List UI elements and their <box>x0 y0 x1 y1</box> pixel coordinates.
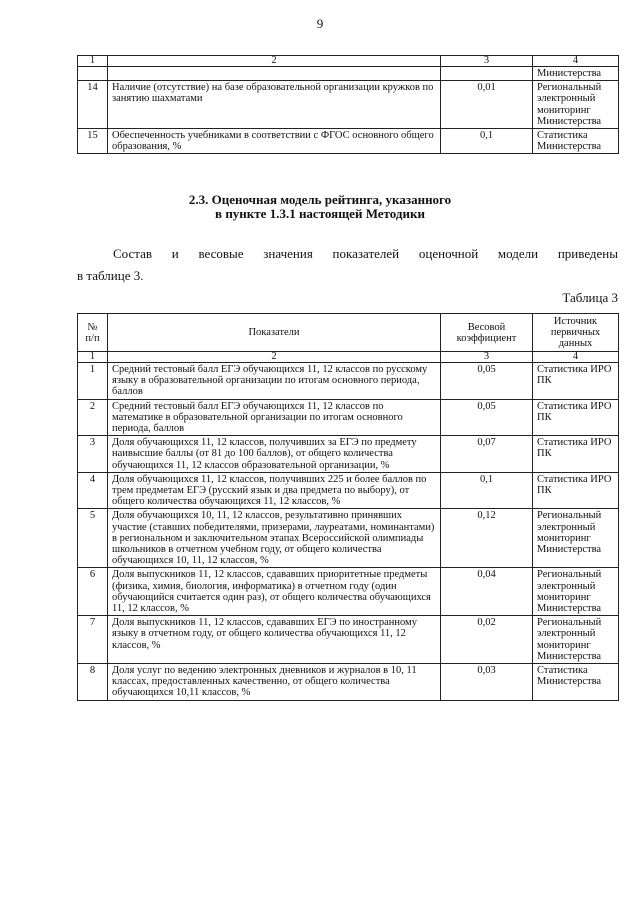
section-heading-line: 2.3. Оценочная модель рейтинга, указанного <box>188 192 452 207</box>
column-number: 3 <box>441 352 533 363</box>
column-number-row <box>78 56 619 67</box>
weight-value: 0,12 <box>441 509 533 568</box>
data-source: Статистика ИРО ПК <box>533 472 619 509</box>
row-number: 8 <box>78 664 108 701</box>
header-indicator: Показатели <box>108 314 441 352</box>
weight-value: 0,01 <box>441 81 533 129</box>
header-num: № п/п <box>78 314 108 352</box>
header-source: Источник первичных данных <box>533 314 619 352</box>
weight-value: 0,05 <box>441 399 533 436</box>
data-source: Статистика ИРО ПК <box>533 363 619 400</box>
indicator-text: Доля выпускников 11, 12 классов, сдававших приоритетные предметы (физика, химия, биология, информатика) в отчетном году (один обучающийся считается один раз), от общего количества обучающихся 11, 12 классов, % <box>108 568 441 616</box>
section-heading <box>0 193 640 221</box>
data-source: Региональный электронный мониторинг Министерства <box>533 568 619 616</box>
section-heading-line: в пункте 1.3.1 настоящей Методики <box>215 206 425 221</box>
row-number: 4 <box>78 472 108 509</box>
indicator-text: Доля услуг по ведению электронных дневников и журналов в 10, 11 классах, предоставленных качественно, от общего количества обучающихся 10,11 классов, % <box>108 664 441 701</box>
indicator-text: Средний тестовый балл ЕГЭ обучающихся 11, 12 классов по русскому языку в образовательной организации по итогам основного периода, баллов <box>108 363 441 400</box>
data-source: Статистика Министерства <box>533 664 619 701</box>
indicator-text: Средний тестовый балл ЕГЭ обучающихся 11, 12 классов по математике в образовательной организации по итогам основного периода, баллов <box>108 399 441 436</box>
data-source: Региональный электронный мониторинг Министерства <box>533 81 619 129</box>
column-number: 2 <box>108 56 441 67</box>
weight-value: 0,04 <box>441 568 533 616</box>
weight-value: 0,03 <box>441 664 533 701</box>
row-number: 5 <box>78 509 108 568</box>
table-row <box>78 472 619 509</box>
intro-line: Состав и весовые значения показателей оценочной модели приведены <box>113 246 618 261</box>
weight-value: 0,02 <box>441 616 533 664</box>
table-row <box>78 509 619 568</box>
indicator-text: Доля обучающихся 11, 12 классов, получивших за ЕГЭ по предмету наивысшие баллы (от 81 до 100 баллов), от общего количества обучающихся 11, 12 классов образовательной организации, % <box>108 436 441 473</box>
table-row <box>78 67 619 81</box>
column-number: 1 <box>78 352 108 363</box>
row-number: 6 <box>78 568 108 616</box>
table-header-row <box>78 314 619 352</box>
weight-value: 0,05 <box>441 363 533 400</box>
row-number: 1 <box>78 363 108 400</box>
table-row <box>78 616 619 664</box>
data-source: Министерства <box>533 67 619 81</box>
indicator-text: Доля выпускников 11, 12 классов, сдававших ЕГЭ по иностранному языку в отчетном году, от общего количества обучающихся 11, 12 классов, % <box>108 616 441 664</box>
table-row <box>78 399 619 436</box>
row-number: 15 <box>78 129 108 154</box>
indicator-table-continued <box>77 55 619 154</box>
table-row <box>78 363 619 400</box>
weight-value: 0,1 <box>441 129 533 154</box>
column-number: 3 <box>441 56 533 67</box>
data-source: Региональный электронный мониторинг Министерства <box>533 509 619 568</box>
indicator-text: Доля обучающихся 11, 12 классов, получивших 225 и более баллов по трем предметам ЕГЭ (русский язык и два предмета по выбору), от общего количества обучающихся 11, 12 классов, % <box>108 472 441 509</box>
row-number: 3 <box>78 436 108 473</box>
row-number: 7 <box>78 616 108 664</box>
row-number: 14 <box>78 81 108 129</box>
row-number <box>78 67 108 81</box>
column-number: 1 <box>78 56 108 67</box>
table-caption: Таблица 3 <box>562 290 618 305</box>
data-source: Статистика Министерства <box>533 129 619 154</box>
indicator-text: Наличие (отсутствие) на базе образовательной организации кружков по занятию шахматами <box>108 81 441 129</box>
indicator-text: Доля обучающихся 10, 11, 12 классов, результативно принявших участие (ставших победителями, призерами, лауреатами, номинантами) в региональном и заключительном этапах Всероссийской олимпиады школьников в отчетном учебном году, от общего количества обучающихся 10, 11, 12 классов, % <box>108 509 441 568</box>
weight-value <box>441 67 533 81</box>
intro-line: в таблице 3. <box>77 268 144 283</box>
column-number-row <box>78 352 619 363</box>
indicator-text <box>108 67 441 81</box>
header-weight: Весовой коэффициент <box>441 314 533 352</box>
data-source: Статистика ИРО ПК <box>533 399 619 436</box>
page-number: 9 <box>316 16 324 31</box>
table-row <box>78 664 619 701</box>
column-number: 4 <box>533 352 619 363</box>
column-number: 4 <box>533 56 619 67</box>
table-row <box>78 568 619 616</box>
data-source: Статистика ИРО ПК <box>533 436 619 473</box>
weight-value: 0,1 <box>441 472 533 509</box>
table-row <box>78 436 619 473</box>
table-row <box>78 129 619 154</box>
weight-value: 0,07 <box>441 436 533 473</box>
row-number: 2 <box>78 399 108 436</box>
intro-paragraph <box>77 243 618 287</box>
indicator-table-3 <box>77 313 619 701</box>
column-number: 2 <box>108 352 441 363</box>
indicator-text: Обеспеченность учебниками в соответствии с ФГОС основного общего образования, % <box>108 129 441 154</box>
data-source: Региональный электронный мониторинг Министерства <box>533 616 619 664</box>
table-row <box>78 81 619 129</box>
